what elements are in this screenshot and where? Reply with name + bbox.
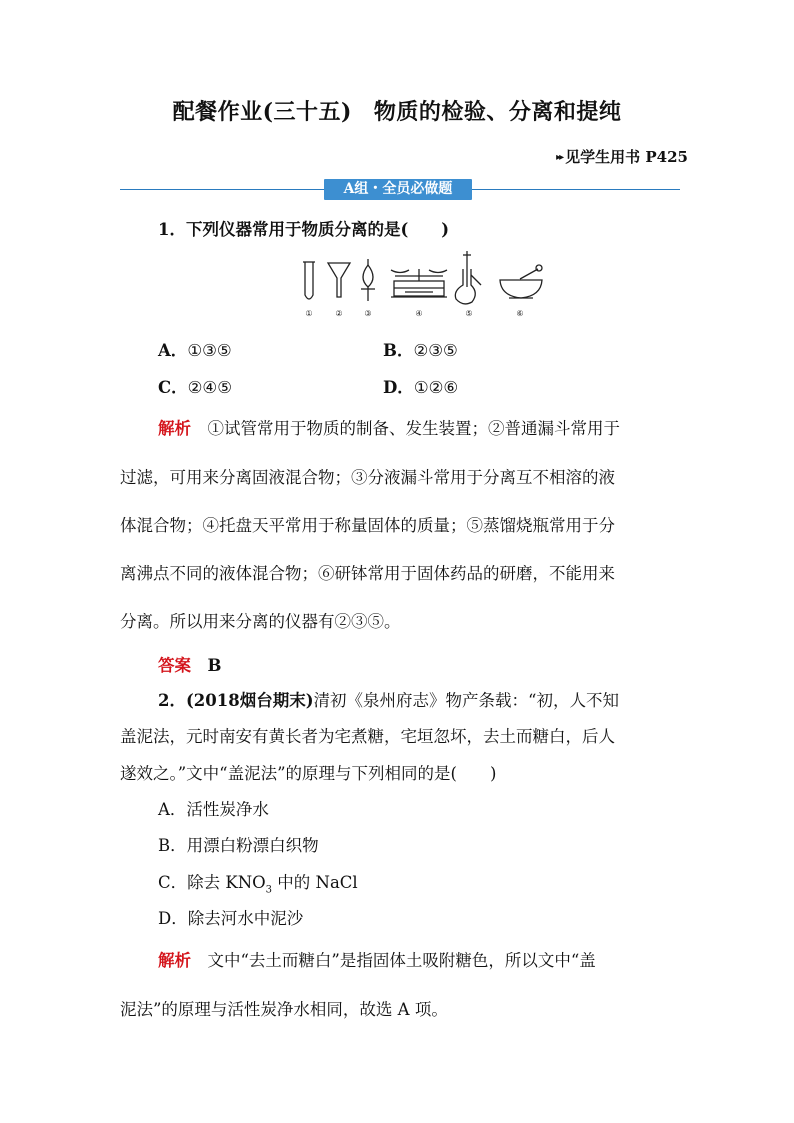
apparatus-label-2: ② [335, 309, 343, 318]
analysis-label: 解析 [158, 951, 191, 970]
mortar-pestle-icon [500, 265, 542, 298]
textbook-reference [556, 146, 688, 167]
analysis-label: 解析 [158, 419, 191, 438]
test-tube-icon [303, 262, 315, 299]
funnel-icon [328, 263, 350, 297]
title-right: 物质的检验、分离和提纯 [373, 99, 622, 125]
q1-option-a: A．①③⑤ [158, 341, 232, 360]
section-banner: A组・全员必做题 [324, 179, 472, 200]
apparatus-label-5: ⑤ [465, 309, 473, 318]
distilling-flask-icon [455, 251, 481, 304]
q2-analysis-line-2: 泥法”的原理与活性炭净水相同，故选 A 项。 [120, 1000, 448, 1019]
q2-option-d: D．除去河水中泥沙 [158, 909, 304, 928]
apparatus-label-1: ① [305, 309, 313, 318]
answer-label: 答案 [158, 656, 191, 675]
q1-analysis-line-3: 体混合物；④托盘天平常用于称量固体的质量；⑤蒸馏烧瓶常用于分 [120, 516, 615, 535]
q2-option-c: C．除去 $KNO_3$ 中的 NaCl [158, 873, 358, 896]
reference-text: 见学生用书 P425 [565, 148, 688, 166]
balance-icon [391, 269, 447, 297]
apparatus-label-3: ③ [364, 309, 372, 318]
title-left: 配餐作业(三十五) [172, 99, 352, 125]
q1-option-b: B．②③⑤ [383, 341, 458, 360]
double-arrow-icon: ▸▸ [556, 152, 563, 163]
q2-analysis-line-1: 解析 文中“去土而糖白”是指固体土吸附糖色，所以文中“盖 [158, 951, 596, 970]
q2-option-b: B．用漂白粉漂白织物 [158, 836, 319, 855]
q1-analysis-line-1: 解析 ①试管常用于物质的制备、发生装置；②普通漏斗常用于 [158, 419, 620, 438]
q2-stem-line-2: 盖泥法，元时南安有黄长者为宅煮糖，宅垣忽坏，去土而糖白，后人 [120, 727, 615, 746]
q1-analysis-line-5: 分离。所以用来分离的仪器有②③⑤。 [120, 612, 401, 631]
q1-option-d: D．①②⑥ [383, 378, 459, 397]
apparatus-label-6: ⑥ [516, 309, 524, 318]
q2-stem-line-3: 遂效之。”文中“盖泥法”的原理与下列相同的是( ) [120, 764, 497, 783]
page-title [0, 95, 794, 126]
q1-stem: 1．下列仪器常用于物质分离的是( ) [158, 220, 450, 239]
q1-analysis-line-4: 离沸点不同的液体混合物；⑥研钵常用于固体药品的研磨，不能用来 [120, 564, 615, 583]
q2-stem-line-1: 2．(2018烟台期末)清初《泉州府志》物产条载：“初，人不知 [158, 691, 619, 710]
apparatus-label-4: ④ [415, 309, 423, 318]
separatory-funnel-icon [361, 259, 375, 301]
q2-option-a: A．活性炭净水 [158, 800, 269, 819]
q1-answer: 答案 B [158, 656, 222, 675]
apparatus-figure [295, 245, 555, 320]
q1-option-c: C．②④⑤ [158, 378, 233, 397]
q1-analysis-line-2: 过滤，可用来分离固液混合物；③分液漏斗常用于分离互不相溶的液 [120, 468, 615, 487]
